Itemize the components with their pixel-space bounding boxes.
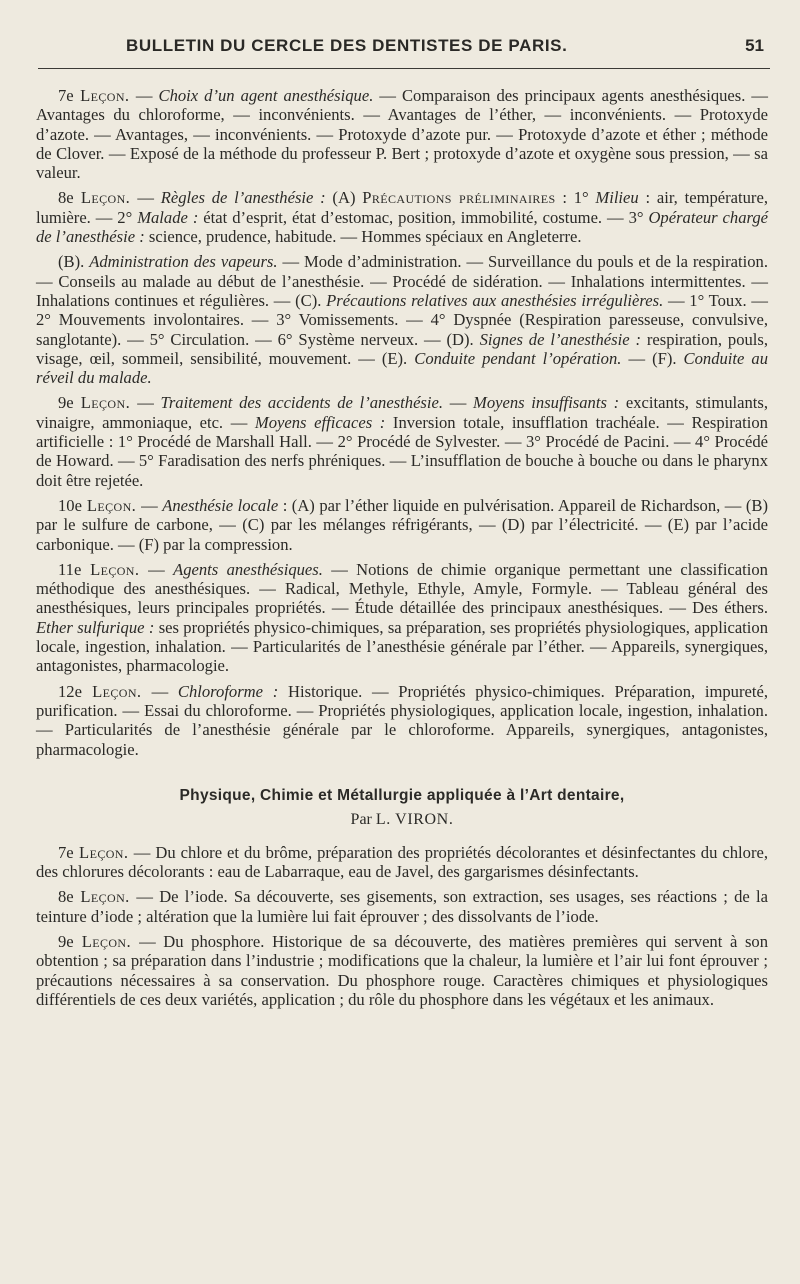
lesson-text: — Choix d’un agent anesthésique. — Comparaison des principaux agents anesthésiques. — Avantages du chloroforme, — inconvénients. — Avantages de l’éther, — inconvénients. — Protoxyde d’azote. — Avantages, — inconvénients. — Protoxyde d’azote pur. — Protoxyde d’azote et éther ; méthode de Clover. — Exposé de la méthode du professeur P. Bert ; protoxyde d’azote et oxygène sous pression, — sa valeur.: [36, 86, 769, 183]
section-title: Physique, Chimie et Métallurgie appliquée à l’Art dentaire,: [179, 786, 625, 804]
lesson-text: — Du chlore et du brôme, préparation des propriétés décolorantes et désinfectantes du chlore, des chlorures décolorants : eau de Labarraque, eau de Javel, des gargarismes désinfectants.: [36, 842, 768, 882]
lesson-paragraph: [36, 496, 768, 554]
lesson-label: Leçon.: [73, 931, 140, 951]
lesson-text: — Anesthésie locale : (A) par l’éther liquide en pulvérisation. Appareil de Richardson, — (B) par le sulfure de carbone, — (C) par les mélanges réfrigérants, — (D) par l’électricité. — (E) par l’acide carbonique. — (F) par la compression.: [36, 495, 768, 554]
lesson-text: — Du phosphore. Historique de sa découverte, des matières premières qui servent à son obtention ; sa préparation dans l’industrie ; modifications que la chaleur, la lumière et l’air lui font éprouver ; précautions nécessaires à sa conservation. Du phosphore rouge. Caractères chimiques et physiologiques différentiels de ces deux variétés, application ; du rôle du phosphore dans les végétaux et les animaux.: [36, 931, 768, 1009]
lesson-text: — Traitement des accidents de l’anesthésie. — Moyens insuffisants : excitants, stimulants, vinaigre, ammoniaque, etc. — Moyens efficaces : Inversion totale, insufflation trachéale. — Respiration artificielle : 1° Procédé de Marshall Hall. — 2° Procédé de Sylvester. — 3° Procédé de Pacini. — 4° Procédé de Howard. — 5° Faradisation des nerfs phréniques. — L’insufflation de bouche à bouche ou dans le pharynx doit être rejetée.: [36, 393, 769, 490]
page-number: 51: [745, 36, 764, 55]
lesson-label: Leçon.: [81, 681, 152, 701]
lesson-paragraph: [36, 560, 768, 676]
lesson-number: 9e: [58, 393, 74, 413]
section-author: [36, 811, 768, 829]
lesson-number: 9e: [58, 931, 74, 951]
lesson-paragraph: [36, 843, 768, 882]
lesson-label: Leçon.: [73, 887, 137, 907]
lesson-paragraph: [36, 887, 768, 926]
page-header: [40, 36, 766, 60]
lesson-number: 8e: [58, 887, 74, 907]
lesson-number: 10e: [58, 495, 82, 515]
anesthesia-lessons-a: [36, 86, 768, 246]
lesson-label: Leçon.: [73, 86, 136, 105]
page-body: [36, 86, 768, 1015]
lesson-number: 12e: [58, 681, 82, 701]
lesson-paragraph: [36, 932, 768, 1009]
lesson-paragraph: [36, 188, 768, 246]
lesson-label: Leçon.: [73, 188, 138, 208]
header-rule: [38, 68, 770, 69]
lesson-text: — Règles de l’anesthésie : (A) Précautions préliminaires : 1° Milieu : air, température, lumière. — 2° Malade : état d’esprit, état d’estomac, position, immobilité, costume. — 3° Opérateur chargé de l’anesthésie : science, prudence, habitude. — Hommes spéciaux en Angleterre.: [36, 188, 768, 247]
anesthesia-lessons-b: [36, 393, 768, 758]
lesson-paragraph: [36, 86, 768, 182]
lesson-paragraph: [36, 682, 768, 759]
lesson-label: Leçon.: [81, 559, 149, 579]
lesson-number: 8e: [58, 188, 74, 208]
author-name: L. VIRON.: [375, 810, 454, 828]
author-prefix: Par: [350, 810, 372, 828]
chemistry-lessons: [36, 843, 768, 1009]
lesson-text: — De l’iode. Sa découverte, ses gisements, son extraction, ses usages, ses réactions ; de la teinture d’iode ; altération que la lumière lui fait éprouver ; des dissolvants de l’iode.: [36, 887, 768, 926]
lesson-label: Leçon.: [81, 495, 142, 515]
lesson-text: — Agents anesthésiques. — Notions de chimie organique permettant une classification méthodique des anesthésiques. — Radical, Methyle, Ethyle, Amyle, Formyle. — Tableau général des anesthésiques, leurs principales propriétés. — Étude détaillée des principaux anesthésiques. — Des éthers. Ether sulfurique : ses propriétés physico-chimiques, sa préparation, ses propriétés physiologiques, application locale, ingestion, inhalation. — Particularités de l’anesthésie générale par l’éther. — Appareils, synergiques, antagonistes, pharmacologie.: [36, 559, 768, 676]
lesson-paragraph-b: (B). Administration des vapeurs. — Mode d’administration. — Surveillance du pouls et de la respiration. — Conseils au malade au début de l’anesthésie. — Procédé de sidération. — Inhalations intermittentes. — Inhalations continues et régulières. — (C). Précautions relatives aux anesthésies irrégulières. — 1° Toux. — 2° Mouvements involontaires. — 3° Vomissements. — 4° Dyspnée (Respiration paresseuse, convulsive, sanglotante). — 5° Circulation. — 6° Système nerveux. — (D). Signes de l’anesthésie : respiration, pouls, visage, œil, sommeil, sensibilité, mouvement. — (E). Conduite pendant l’opération. — (F). Conduite au réveil du malade.: [36, 252, 769, 388]
lesson-number: 7e: [58, 842, 74, 862]
lesson-number: 11e: [58, 559, 82, 579]
running-title: BULLETIN DU CERCLE DES DENTISTES DE PARIS.: [126, 36, 568, 55]
lesson-label: Leçon.: [73, 842, 134, 862]
lesson-paragraph: [36, 393, 768, 489]
lesson-number: 7e: [58, 86, 74, 105]
lesson-label: Leçon.: [73, 393, 138, 413]
lesson-text: — Chloroforme : Historique. — Propriétés physico-chimiques. Préparation, impureté, purification. — Essai du chloroforme. — Propriétés physiologiques, application locale, ingestion, inhalation. — Particularités de l’anesthésie générale par le chloroforme. Appareils, synergiques, antagonistes, pharmacologie.: [36, 681, 768, 759]
